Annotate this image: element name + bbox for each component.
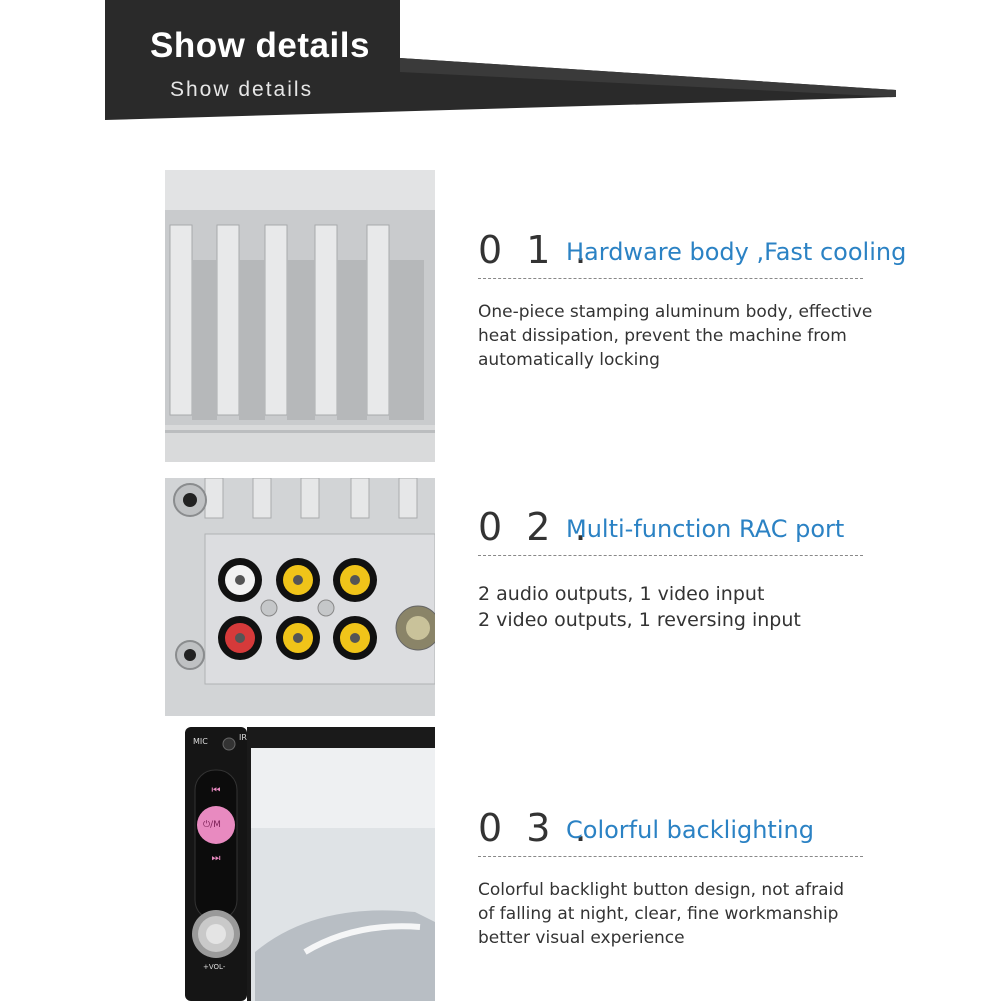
svg-text:⏮: ⏮ bbox=[211, 785, 221, 796]
feature-3 bbox=[478, 806, 898, 956]
header-banner bbox=[0, 0, 1001, 130]
ir-label: IR bbox=[239, 733, 247, 742]
feature-1 bbox=[478, 228, 907, 378]
feature-description: 2 audio outputs, 1 video input 2 video outputs, 1 reversing input bbox=[478, 583, 801, 631]
divider bbox=[478, 555, 863, 556]
rca-ports-image bbox=[165, 478, 435, 716]
feature-title: Colorful backlighting bbox=[566, 816, 814, 844]
photo-heatsink bbox=[165, 170, 435, 462]
feature-title: Hardware body ,Fast cooling bbox=[566, 238, 907, 266]
divider bbox=[478, 278, 863, 279]
photo-front-panel bbox=[165, 722, 435, 1001]
svg-text:⏭: ⏭ bbox=[211, 853, 221, 864]
feature-number: 0 3 . bbox=[478, 806, 593, 850]
front-panel-image bbox=[165, 722, 435, 1001]
heatsink-image bbox=[165, 170, 435, 462]
feature-description: Colorful backlight button design, not afraid of falling at night, clear, fine workmanship better visual experience bbox=[478, 880, 844, 948]
divider bbox=[478, 856, 863, 857]
page-subtitle: Show details bbox=[170, 78, 314, 101]
power-button-label: ⏻/M bbox=[203, 820, 221, 830]
feature-2 bbox=[478, 505, 898, 645]
feature-number: 0 2 . bbox=[478, 505, 593, 549]
feature-number: 0 1 . bbox=[478, 228, 593, 272]
page-title: Show details bbox=[150, 26, 370, 65]
feature-title: Multi-function RAC port bbox=[566, 515, 845, 543]
photo-rca-ports bbox=[165, 478, 435, 716]
mic-label: MIC bbox=[193, 737, 208, 746]
feature-description: One-piece stamping aluminum body, effective heat dissipation, prevent the machine from automatically locking bbox=[478, 302, 873, 370]
vol-label: +VOL- bbox=[203, 963, 226, 971]
